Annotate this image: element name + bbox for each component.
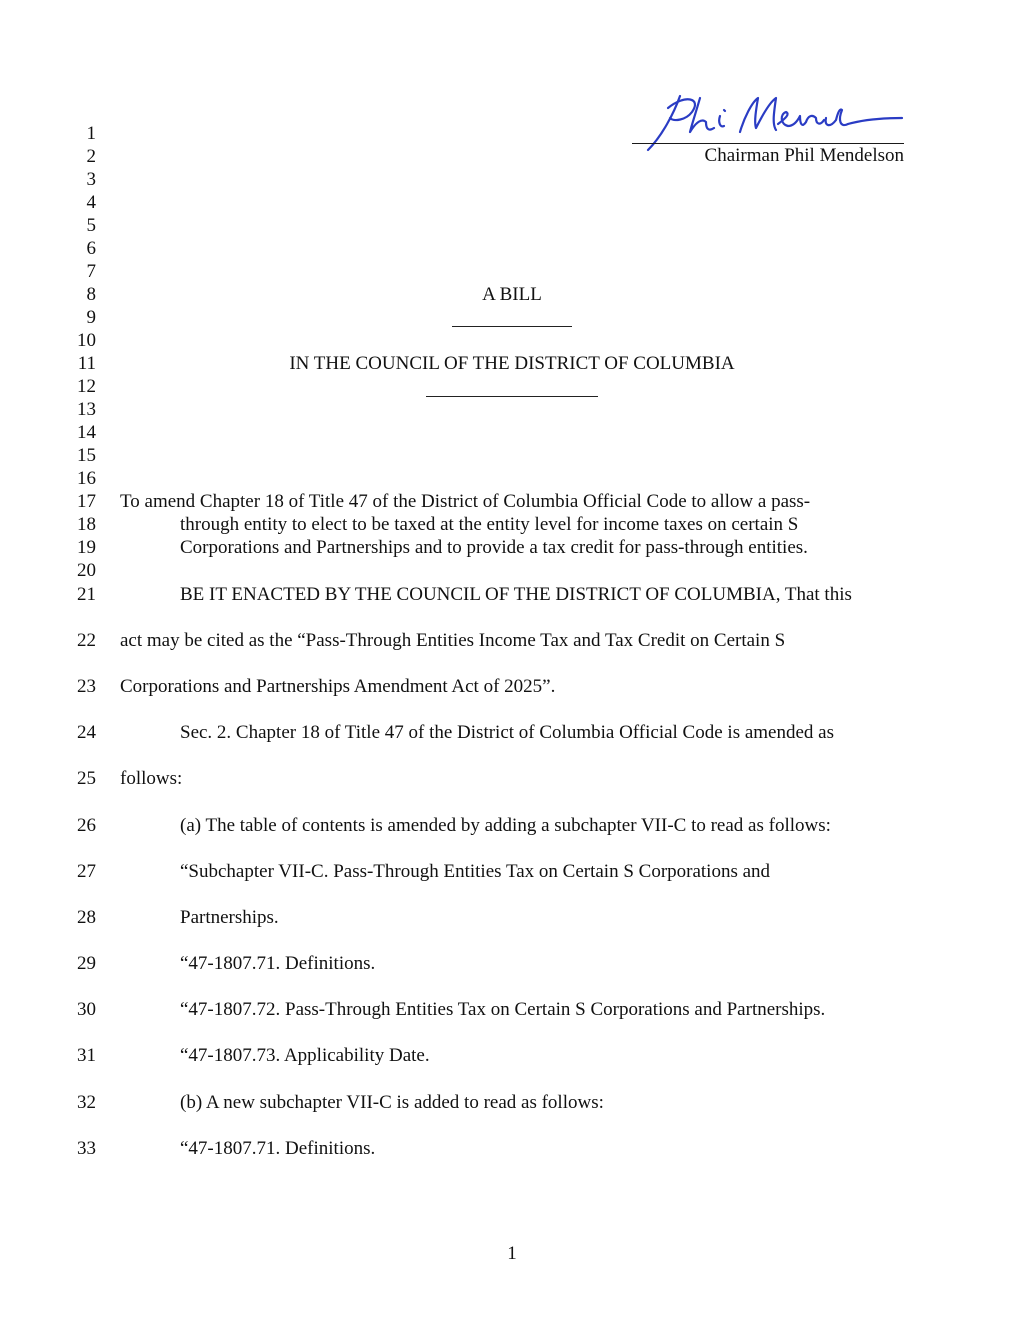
line-number: 9 [86, 307, 96, 328]
body-line: follows: [120, 768, 183, 789]
signature-line [632, 143, 904, 144]
council-underline [426, 396, 598, 397]
line-number: 23 [77, 676, 96, 697]
long-title-line: To amend Chapter 18 of Title 47 of the District of Columbia Official Code to allow a pass- [120, 491, 811, 512]
line-number: 15 [77, 445, 96, 466]
line-number: 2 [86, 146, 96, 167]
line-number: 12 [77, 376, 96, 397]
line-number: 18 [77, 514, 96, 535]
toc-entry: “47-1807.71. Definitions. [180, 953, 376, 974]
council-label: IN THE COUNCIL OF THE DISTRICT OF COLUMBIA [289, 353, 735, 374]
line-number: 19 [77, 537, 96, 558]
toc-entry: “47-1807.72. Pass-Through Entities Tax on Certain S Corporations and Partnerships. [180, 999, 826, 1020]
line-number: 24 [77, 722, 96, 743]
line-number: 13 [77, 399, 96, 420]
line-number: 28 [77, 907, 96, 928]
body-line: Corporations and Partnerships Amendment Act of 2025”. [120, 676, 556, 697]
line-number: 8 [86, 284, 96, 305]
line-number: 5 [86, 215, 96, 236]
toc-entry: Partnerships. [180, 907, 279, 928]
line-number: 32 [77, 1092, 96, 1113]
line-number: 27 [77, 861, 96, 882]
signer-name: Chairman Phil Mendelson [704, 145, 904, 166]
line-number: 17 [77, 491, 96, 512]
line-number: 22 [77, 630, 96, 651]
line-number: 29 [77, 953, 96, 974]
toc-entry: “Subchapter VII-C. Pass-Through Entities Tax on Certain S Corporations and [180, 861, 771, 882]
enacting-clause: BE IT ENACTED BY THE COUNCIL OF THE DISTRICT OF COLUMBIA, That this [180, 584, 852, 605]
section-heading: “47-1807.71. Definitions. [180, 1138, 376, 1159]
bill-label: A BILL [482, 284, 542, 305]
section-heading: Sec. 2. Chapter 18 of Title 47 of the District of Columbia Official Code is amended as [180, 722, 834, 743]
line-number: 21 [77, 584, 96, 605]
line-number: 1 [86, 123, 96, 144]
line-number: 4 [86, 192, 96, 213]
line-number: 6 [86, 238, 96, 259]
line-number: 14 [77, 422, 96, 443]
line-number: 33 [77, 1138, 96, 1159]
page-number: 1 [507, 1243, 517, 1264]
line-number: 10 [77, 330, 96, 351]
bill-underline [452, 326, 572, 327]
subsection-b: (b) A new subchapter VII-C is added to read as follows: [180, 1092, 604, 1113]
toc-entry: “47-1807.73. Applicability Date. [180, 1045, 430, 1066]
line-number: 26 [77, 815, 96, 836]
line-number: 11 [77, 353, 96, 374]
line-number: 31 [77, 1045, 96, 1066]
line-number: 16 [77, 468, 96, 489]
line-number: 25 [77, 768, 96, 789]
long-title-line: Corporations and Partnerships and to provide a tax credit for pass-through entities. [180, 537, 808, 558]
line-number: 3 [86, 169, 96, 190]
subsection-a: (a) The table of contents is amended by adding a subchapter VII-C to read as follows: [180, 815, 831, 836]
line-number: 7 [86, 261, 96, 282]
body-line: act may be cited as the “Pass-Through Entities Income Tax and Tax Credit on Certain S [120, 630, 786, 651]
long-title-line: through entity to elect to be taxed at the entity level for income taxes on certain S [180, 514, 799, 535]
line-number: 20 [77, 560, 96, 581]
line-number: 30 [77, 999, 96, 1020]
